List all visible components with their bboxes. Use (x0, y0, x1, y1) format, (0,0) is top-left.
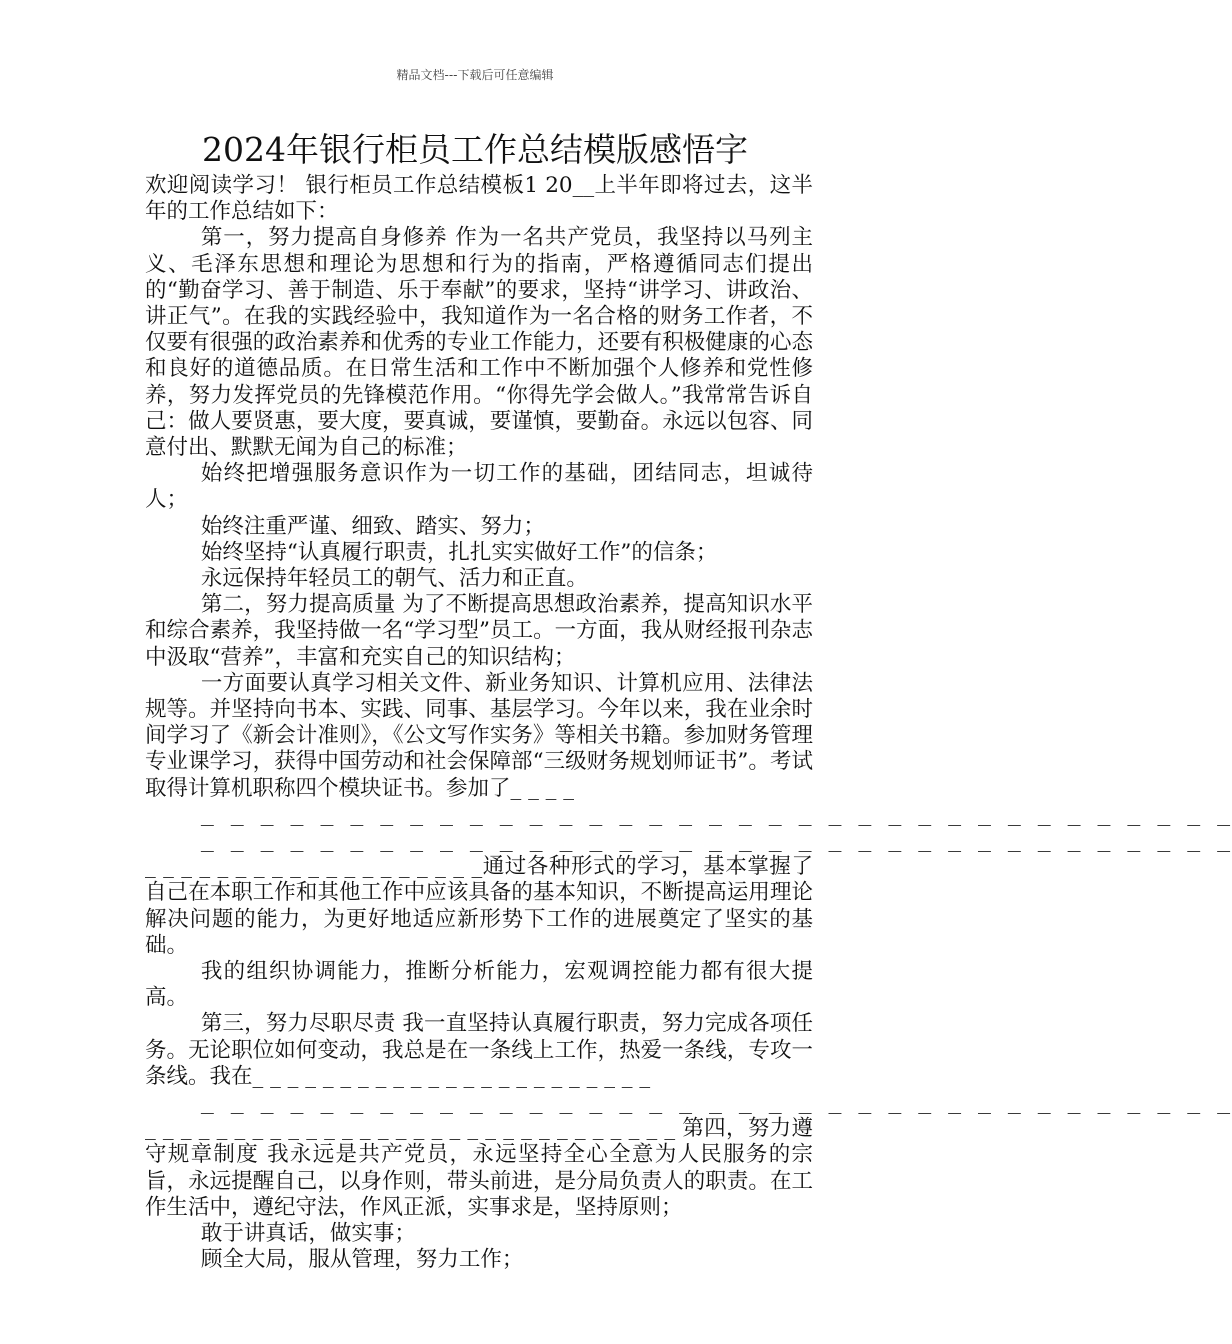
paragraph-study (145, 670, 1232, 959)
paragraph-third (145, 1011, 1232, 1221)
fill-blank-line: _ _ _ _ _ _ _ _ _ _ _ _ _ _ _ _ _ _ _ _ _ _ _ _ _ _ _ _ _ _ _ _ _ _ _ (200, 828, 1232, 854)
paragraph-creed: 始终坚持“认真履行职责，扎扎实实做好工作”的信条； (200, 539, 718, 565)
fill-blank: _ _ _ _ (510, 775, 575, 801)
paragraph-overall: 顾全大局，服从管理，努力工作； (200, 1247, 524, 1273)
document-body (145, 173, 1232, 1273)
paragraph-first: 第一，努力提高自身修养 作为一名共产党员，我坚持以马列主义、毛泽东思想和理论为思想和行为的指南，严格遵循同志们提出的“勤奋学习、善于制造、乐于奉献”的要求，坚持“讲学习、讲政治、讲正气”。在我的实践经验中，我知道作为一名合格的财务工作者，不仅要有很强的政治素养和优秀的专业工作能力，还要有积极健康的心态和良好的道德品质。在日常生活和工作中不断加强个人修养和党性修养，努力发挥党员的先锋模范作用。“你得先学会做人。”我常常告诉自己：做人要贤惠，要大度，要真诚，要谨慎，要勤奋。永远以包容、同意付出、默默无闻为自己的标准； (145, 225, 813, 461)
fill-blank-line: _ _ _ _ _ _ _ _ _ _ _ _ _ _ _ _ _ _ _ _ _ _ _ _ _ _ _ _ _ _ _ _ _ _ _ (200, 1090, 1232, 1116)
paragraph-vitality: 永远保持年轻员工的朝气、活力和正直。 (200, 566, 588, 592)
paragraph-intro: 欢迎阅读学习！ 银行柜员工作总结模板1 20__上半年即将过去，这半年的工作总结如下： (145, 173, 813, 225)
fill-blank-line: _ _ _ _ _ _ _ _ _ _ _ _ _ _ _ _ _ _ _ _ _ _ _ _ _ _ _ _ _ _ _ _ _ _ _ (200, 801, 1232, 827)
page-header: 精品文档---下载后可任意编辑 (396, 68, 554, 82)
paragraph-ability: 我的组织协调能力，推断分析能力，宏观调控能力都有很大提高。 (145, 959, 813, 1011)
paragraph-service: 始终把增强服务意识作为一切工作的基础，团结同志，坦诚待人； (145, 461, 813, 513)
paragraph-second: 第二，努力提高质量 为了不断提高思想政治素养，提高知识水平和综合素养，我坚持做一名“学习型”员工。一方面，我从财经报刊杂志中汲取“营养”，丰富和充实自己的知识结构； (145, 592, 813, 670)
fill-blank: _ _ _ _ _ _ _ _ _ _ _ _ _ _ _ _ _ _ _ _ _ _ _ _ _ _ _ _ _ _ (145, 1116, 676, 1142)
paragraph-honesty: 敢于讲真话，做实事； (200, 1221, 416, 1247)
fill-blank: _ _ _ _ _ _ _ _ _ _ _ _ _ _ _ _ _ _ _ _ _ _ _ (252, 1063, 651, 1089)
document-title: 2024年银行柜员工作总结模版感悟字 (202, 130, 748, 169)
fill-blank: _ _ _ _ _ _ _ _ _ _ _ _ _ _ _ _ _ _ _ (145, 854, 483, 880)
paragraph-third-text: 第三，努力尽职尽责 我一直坚持认真履行职责，努力完成各项任务。无论职位如何变动，我总是在一条线上工作，热爱一条线，专攻一条线。我在 (145, 1011, 813, 1089)
paragraph-rigor: 始终注重严谨、细致、踏实、努力； (200, 513, 545, 539)
paragraph-fourth-text: 第四，努力遵守规章制度 我永远是共产党员，永远坚持全心全意为人民服务的宗旨，永远提醒自己，以身作则，带头前进，是分局负责人的职责。在工作生活中，遵纪守法，作风正派，实事求是，坚持原则； (145, 1116, 813, 1220)
paragraph-study-cont: 通过各种形式的学习，基本掌握了自己在本职工作和其他工作中应该具备的基本知识，不断提高运用理论解决问题的能力，为更好地适应新形势下工作的进展奠定了坚实的基础。 (145, 854, 813, 958)
paragraph-study-text: 一方面要认真学习相关文件、新业务知识、计算机应用、法律法规等。并坚持向书本、实践、同事、基层学习。今年以来，我在业余时间学习了《新会计准则》，《公文写作实务》等相关书籍。参加财务管理专业课学习，获得中国劳动和社会保障部“三级财务规划师证书”。考试取得计算机职称四个模块证书。参加了 (145, 670, 813, 801)
